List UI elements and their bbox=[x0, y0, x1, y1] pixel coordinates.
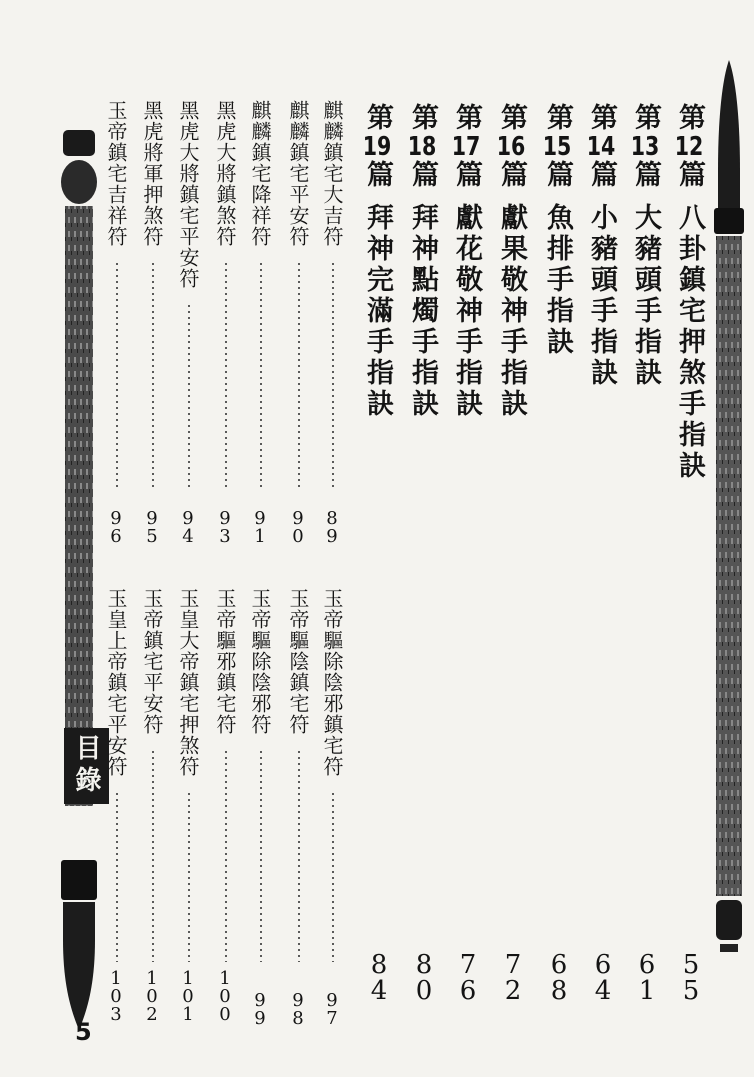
entry-page-number: 9 4 bbox=[182, 508, 194, 547]
chapter-title: 八卦鎮宅押煞手指訣 bbox=[674, 203, 705, 482]
entry-title: 黑虎大將鎮煞符 bbox=[213, 100, 237, 247]
page-number: 5 bbox=[75, 1018, 92, 1046]
chapter-page-number: 6 1 bbox=[638, 950, 656, 1006]
chapter-number: 17 bbox=[451, 134, 481, 160]
chapter-title: 拜神完滿手指訣 bbox=[362, 203, 393, 420]
chapter-prefix: 第 bbox=[496, 103, 527, 134]
chapter-number: 12 bbox=[674, 134, 704, 160]
chapter-title: 拜神點燭手指訣 bbox=[407, 203, 438, 420]
entry-page-number: 1 0 1 bbox=[182, 968, 194, 1025]
toc-label: 目錄 bbox=[64, 728, 109, 804]
entry-title: 玉帝驅邪鎮宅符 bbox=[213, 588, 237, 735]
entry-page-number: 1 0 2 bbox=[146, 968, 158, 1025]
chapter-number: 14 bbox=[586, 134, 616, 160]
entry-title: 玉帝驅除陰邪鎮宅符 bbox=[320, 588, 344, 777]
chapter-page-number: 5 5 bbox=[682, 950, 700, 1006]
entry-title: 玉帝驅除陰邪符 bbox=[248, 588, 272, 735]
entry-title: 麒麟鎮宅大吉符 bbox=[320, 100, 344, 247]
entry-title: 玉帝驅陰鎮宅符 bbox=[286, 588, 310, 735]
chapter-page-number: 7 2 bbox=[504, 950, 522, 1006]
entry-page-number: 1 0 3 bbox=[110, 968, 122, 1025]
chapter-title: 魚排手指訣 bbox=[542, 203, 573, 358]
dot-leader bbox=[116, 261, 118, 490]
dot-leader bbox=[260, 261, 262, 490]
dot-leader bbox=[298, 749, 300, 962]
chapter-entry bbox=[409, 103, 436, 420]
dot-leader bbox=[152, 261, 154, 490]
chapter-suffix: 篇 bbox=[630, 160, 661, 191]
chapter-number: 16 bbox=[496, 134, 526, 160]
chapter-prefix: 第 bbox=[451, 103, 482, 134]
chapter-number: 18 bbox=[407, 134, 437, 160]
chapter-number: 19 bbox=[362, 134, 392, 160]
chapter-title: 大豬頭手指訣 bbox=[630, 203, 661, 389]
brush-left-icon bbox=[55, 60, 103, 1030]
chapter-title: 獻花敬神手指訣 bbox=[451, 203, 482, 420]
chapter-page-number: 6 4 bbox=[594, 950, 612, 1006]
chapter-number: 15 bbox=[542, 134, 572, 160]
entry-page-number: 9 0 bbox=[292, 508, 304, 547]
entry-page-number: 9 6 bbox=[110, 508, 122, 547]
entry-title: 玉皇大帝鎮宅押煞符 bbox=[176, 588, 200, 777]
dot-leader bbox=[188, 303, 190, 490]
chapter-suffix: 篇 bbox=[407, 160, 438, 191]
chapter-number: 13 bbox=[630, 134, 660, 160]
entry-page-number: 9 7 bbox=[326, 990, 338, 1029]
chapter-suffix: 篇 bbox=[586, 160, 617, 191]
chapter-prefix: 第 bbox=[586, 103, 617, 134]
dot-leader bbox=[188, 791, 190, 962]
entry-page-number: 9 9 bbox=[254, 990, 266, 1029]
entry-title: 玉帝鎮宅平安符 bbox=[140, 588, 164, 735]
chapter-suffix: 篇 bbox=[542, 160, 573, 191]
dot-leader bbox=[260, 749, 262, 962]
entry-page-number: 9 1 bbox=[254, 508, 266, 547]
chapter-page-number: 7 6 bbox=[459, 950, 477, 1006]
chapter-prefix: 第 bbox=[674, 103, 705, 134]
entry-title: 黑虎將軍押煞符 bbox=[140, 100, 164, 247]
dot-leader bbox=[225, 749, 227, 962]
chapter-entry bbox=[588, 103, 615, 389]
entry-page-number: 9 3 bbox=[219, 508, 231, 547]
chapter-entry bbox=[544, 103, 571, 358]
entry-page-number: 9 8 bbox=[292, 990, 304, 1029]
chapter-entry bbox=[676, 103, 703, 482]
chapter-entry bbox=[453, 103, 480, 420]
dot-leader bbox=[152, 749, 154, 962]
entry-page-number: 1 0 0 bbox=[219, 968, 231, 1025]
chapter-title: 獻果敬神手指訣 bbox=[496, 203, 527, 420]
chapter-prefix: 第 bbox=[362, 103, 393, 134]
chapter-suffix: 篇 bbox=[451, 160, 482, 191]
entry-title: 麒麟鎮宅平安符 bbox=[286, 100, 310, 247]
brush-right-icon bbox=[712, 60, 746, 1020]
chapter-page-number: 6 8 bbox=[550, 950, 568, 1006]
entry-title: 黑虎大將鎮宅平安符 bbox=[176, 100, 200, 289]
chapter-entry bbox=[632, 103, 659, 389]
chapter-page-number: 8 4 bbox=[370, 950, 388, 1006]
chapter-title: 小豬頭手指訣 bbox=[586, 203, 617, 389]
dot-leader bbox=[332, 791, 334, 962]
entry-title: 玉皇上帝鎮宅平安符 bbox=[104, 588, 128, 777]
dot-leader bbox=[225, 261, 227, 490]
entry-title: 玉帝鎮宅吉祥符 bbox=[104, 100, 128, 247]
entry-title: 麒麟鎮宅降祥符 bbox=[248, 100, 272, 247]
entry-page-number: 9 5 bbox=[146, 508, 158, 547]
chapter-page-number: 8 0 bbox=[415, 950, 433, 1006]
chapter-prefix: 第 bbox=[630, 103, 661, 134]
chapter-entry bbox=[498, 103, 525, 420]
dot-leader bbox=[298, 261, 300, 490]
chapter-prefix: 第 bbox=[407, 103, 438, 134]
chapter-suffix: 篇 bbox=[496, 160, 527, 191]
entry-page-number: 8 9 bbox=[326, 508, 338, 547]
chapter-entry bbox=[364, 103, 391, 420]
chapter-suffix: 篇 bbox=[674, 160, 705, 191]
chapter-suffix: 篇 bbox=[362, 160, 393, 191]
dot-leader bbox=[116, 791, 118, 962]
dot-leader bbox=[332, 261, 334, 490]
chapter-prefix: 第 bbox=[542, 103, 573, 134]
